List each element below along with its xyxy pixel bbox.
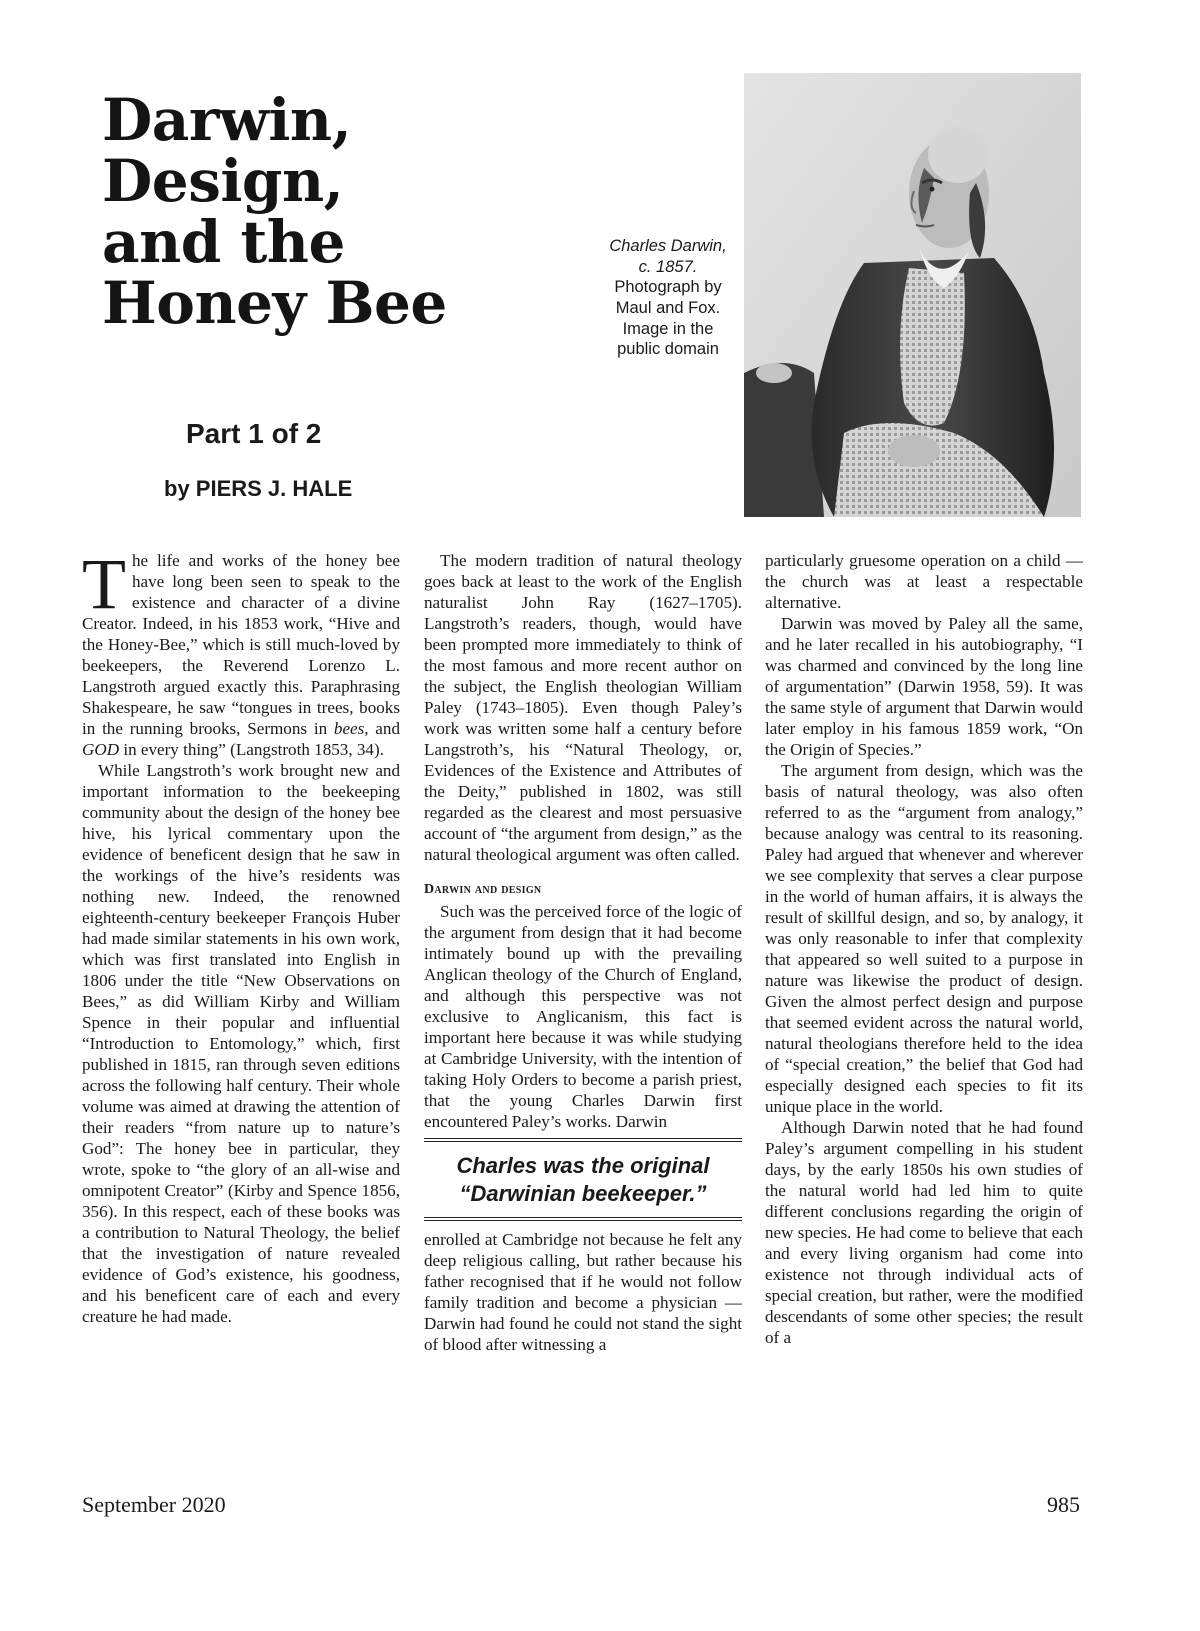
darwin-portrait-photo <box>744 73 1081 517</box>
paragraph: While Langstroth’s work brought new and important information to the beekeeping community about the design of the honey bee hive, his lyrical commentary upon the evidence of beneficent design that he saw in the workings of the hive’s residents was nothing new. Indeed, the renowned eighteenth-century beekeeper François Huber had made similar statements in his own work, which was first translated into English in 1806 under the title “New Observations on Bees,” as did William Kirby and William Spence in their popular and influential “Introduction to Entomology,” which, first published in 1815, ran through seven editions across the following half century. Their whole volume was aimed at drawing the attention of their readers “from nature up to nature’s God”: The honey bee in particular, they wrote, spoke to “the glory of an all-wise and omnipotent Creator” (Kirby and Spence 1856, 356). In this respect, each of these books was a contribution to Natural Theology, the belief that the investigation of nature revealed evidence of God’s existence, his goodness, and his beneficent care of each and every creature he had made. <box>82 761 400 1326</box>
paragraph <box>82 544 400 760</box>
pull-quote-line-2: “Darwinian beekeeper.” <box>459 1181 707 1206</box>
emphasis-text: bees <box>333 719 365 738</box>
caption-line-2: c. 1857. <box>638 257 698 276</box>
title-line-4: Honey Bee <box>102 268 447 337</box>
paragraph-text: in every thing” (Langstroth 1853, 34). <box>119 740 384 759</box>
emphasis-text: GOD <box>82 740 120 759</box>
paragraph: Although Darwin noted that he had found Paley’s argument compelling in his student days, by the early 1850s his own studies of the natural world had led him to quite different conclusions regarding the origin of new species. He had come to believe that each and every living organism had come into existence not through individual acts of special creation, but rather, were the modified descendants of some other species; the result of a <box>765 1118 1083 1347</box>
paragraph: Darwin was moved by Paley all the same, and he later recalled in his autobiography, “I was charmed and convinced by the long line of argumentation” (Darwin 1958, 59). It was the same style of argument that Darwin would later employ in his famous 1859 work, “On the Origin of Species.” <box>765 614 1083 759</box>
paragraph: The argument from design, which was the basis of natural theology, was also often referred to as the “argument from analogy,” because analogy was central to its reasoning. Paley had argued that whenever and wherever we see complexity that serves a clear purpose in the world of human affairs, it is always the result of skillful design, and so, by analogy, it was only reasonable to infer that complexity that appeared so well suited to a purpose in nature was likewise the product of design. Given the almost perfect design and purpose that seemed evident across the natural world, natural theologians therefore held to the idea of “special creation,” the belief that God had especially designed each species to fit its unique place in the world. <box>765 761 1083 1116</box>
pull-quote <box>424 1138 742 1221</box>
caption-line-4: Maul and Fox. <box>615 298 721 317</box>
drop-cap: T <box>82 544 126 624</box>
paragraph-text: he life and works of the honey bee have long been seen to speak to the existence and character of a divine Creator. Indeed, in his 1853 work, “Hive and the Honey-Bee,” which is still much-loved by beekeepers, the Reverend Lorenzo L. Langstroth argued exactly this. Paraphrasing Shakespeare, he saw “tongues in trees, books in the running brooks, Sermons in <box>82 551 400 738</box>
text-column-2 <box>424 550 742 1355</box>
portrait-illustration <box>744 73 1081 517</box>
footer-issue-date: September 2020 <box>82 1492 226 1517</box>
article-byline: by PIERS J. HALE <box>164 476 353 501</box>
paragraph: enrolled at Cambridge not because he felt any deep religious calling, but rather because his father recognised that if he would not follow family tradition and become a physician — Darwin had found he could not stand the sight of blood after witnessing a <box>424 1230 742 1354</box>
paragraph: particularly gruesome operation on a child — the church was at least a respectable alternative. <box>765 551 1083 612</box>
title-line-1: Darwin, <box>102 86 352 154</box>
article-title <box>102 86 502 337</box>
footer-page-number: 985 <box>1047 1492 1080 1517</box>
article-subtitle: Part 1 of 2 <box>186 418 322 449</box>
text-column-1 <box>82 544 400 1327</box>
photo-caption <box>582 236 754 360</box>
text-column-3 <box>765 550 1083 1348</box>
paragraph: Such was the perceived force of the logic of the argument from design that it had become intimately bound up with the prevailing Anglican theology of the Church of England, and although this perspective was not exclusive to Anglicanism, this fact is important here because it was while studying at Cambridge University, with the intention of taking Holy Orders to become a parish priest, that the young Charles Darwin first encountered Paley’s works. Darwin <box>424 902 742 1131</box>
paragraph-text: , and <box>364 719 400 738</box>
paragraph: The modern tradition of natural theology goes back at least to the work of the English naturalist John Ray (1627–1705). Langstroth’s readers, though, would have been prompted more immediately to think of the most famous and more recent author on the subject, the English theologian William Paley (1743–1805). Even though Paley’s work was written some half a century before Langstroth’s, his “Natural Theology, or, Evidences of the Existence and Attributes of the Deity,” published in 1802, was still regarded as the clearest and most persuasive account of “the argument from design,” as the natural theological argument was often called. <box>424 551 742 864</box>
title-line-2: Design, <box>102 146 344 215</box>
caption-line-5: Image in the <box>622 319 714 338</box>
caption-line-6: public domain <box>617 340 719 359</box>
pull-quote-line-1: Charles was the original <box>456 1153 710 1178</box>
caption-line-1: Charles Darwin, <box>609 237 727 255</box>
caption-line-3: Photograph by <box>614 278 722 297</box>
section-heading: Darwin and design <box>424 882 542 897</box>
title-line-3: and the <box>102 207 345 276</box>
